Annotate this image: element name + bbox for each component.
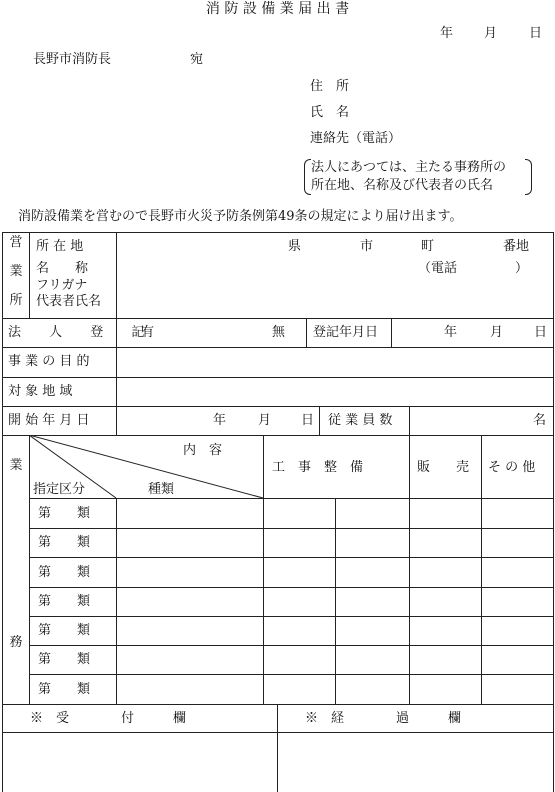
label-registration: 法 人 登 記 — [8, 325, 145, 340]
grid-line — [2, 232, 554, 233]
phone-close: ） — [515, 261, 529, 276]
column-sales: 販 売 — [417, 460, 470, 475]
grid-line — [116, 498, 117, 704]
grid-line — [29, 674, 554, 675]
reception-label: ※ 受 付 欄 — [30, 711, 187, 726]
start-year: 年 — [213, 413, 227, 428]
grid-line — [306, 318, 307, 347]
note-bracket-right — [525, 159, 532, 195]
label-start-date: 開 始 年 月 日 — [8, 413, 90, 428]
category-row-3: 第 類 — [38, 565, 91, 580]
label-furigana: フリガナ — [36, 278, 88, 293]
address-lot: 番地 — [503, 239, 530, 254]
date-day: 日 — [529, 26, 543, 41]
recipient-suffix: 宛 — [190, 52, 204, 67]
category-row-5: 第 類 — [38, 623, 91, 638]
grid-line — [2, 704, 554, 705]
work-side-1: 業 — [9, 458, 23, 473]
registration-no: 無 — [272, 325, 286, 340]
reg-day: 日 — [534, 325, 548, 340]
note-line-2: 所在地、名称及び代表者の氏名 — [311, 178, 494, 193]
address-pref: 県 — [288, 239, 302, 254]
header-type: 種類 — [148, 482, 175, 497]
grid-line — [29, 557, 554, 558]
grid-line — [29, 616, 554, 617]
applicant-address-label: 住 所 — [310, 79, 350, 94]
grid-line — [409, 406, 410, 435]
office-side-2: 業 — [9, 264, 23, 279]
note-line-1: 法人にあつては、主たる事務所の — [311, 160, 507, 175]
grid-line — [29, 645, 554, 646]
category-row-4: 第 類 — [38, 594, 91, 609]
grid-line — [319, 406, 320, 435]
grid-line — [335, 498, 336, 704]
column-other: そ の 他 — [488, 460, 536, 475]
applicant-name-label: 氏 名 — [310, 105, 350, 120]
grid-line — [553, 232, 554, 792]
reg-month: 月 — [490, 325, 504, 340]
employees-unit: 名 — [533, 413, 547, 428]
category-row-1: 第 類 — [38, 506, 91, 521]
grid-line — [277, 704, 278, 792]
label-representative: 代表者氏名 — [36, 294, 102, 309]
address-city: 市 — [360, 239, 374, 254]
address-town: 町 — [421, 239, 435, 254]
label-name: 名 称 — [36, 261, 89, 276]
category-row-7: 第 類 — [38, 682, 91, 697]
header-content: 内 容 — [183, 443, 223, 458]
grid-line — [2, 232, 3, 792]
grid-line — [2, 377, 554, 378]
label-area: 対 象 地 域 — [8, 384, 73, 399]
grid-line — [481, 435, 482, 704]
category-row-2: 第 類 — [38, 535, 91, 550]
column-construction: 工 事 整 備 — [272, 460, 364, 475]
grid-line — [29, 587, 554, 588]
reg-year: 年 — [444, 325, 458, 340]
recipient-name: 長野市消防長 — [33, 52, 112, 67]
phone-open: （電話 — [418, 261, 458, 276]
progress-label: ※ 経 過 欄 — [305, 711, 462, 726]
grid-line — [2, 347, 554, 348]
document-title: 消 防 設 備 業 届 出 書 — [205, 1, 350, 17]
date-month: 月 — [484, 26, 498, 41]
grid-line — [29, 232, 30, 318]
label-registration-date: 登記年月日 — [313, 325, 379, 340]
work-side-2: 務 — [9, 635, 23, 650]
grid-line — [2, 318, 554, 319]
note-bracket-left — [304, 159, 311, 195]
office-side-3: 所 — [9, 293, 23, 308]
start-day: 日 — [301, 413, 315, 428]
grid-line — [391, 318, 392, 347]
start-month: 月 — [258, 413, 272, 428]
label-address: 所 在 地 — [36, 239, 84, 254]
registration-yes: 有 — [141, 325, 155, 340]
header-designation: 指定区分 — [33, 482, 86, 497]
office-side-1: 営 — [9, 235, 23, 250]
label-purpose: 事 業 の 目 的 — [8, 354, 90, 369]
label-employees: 従 業 員 数 — [328, 413, 393, 428]
applicant-contact-label: 連絡先（電話） — [310, 131, 402, 146]
date-year: 年 — [440, 26, 454, 41]
declaration-text: 消防設備業を営むので長野市火災予防条例第49条の規定により届け出ます。 — [18, 209, 463, 224]
category-row-6: 第 類 — [38, 652, 91, 667]
grid-line — [409, 435, 410, 704]
grid-line — [2, 406, 554, 407]
grid-line — [29, 528, 554, 529]
grid-line — [2, 732, 554, 733]
